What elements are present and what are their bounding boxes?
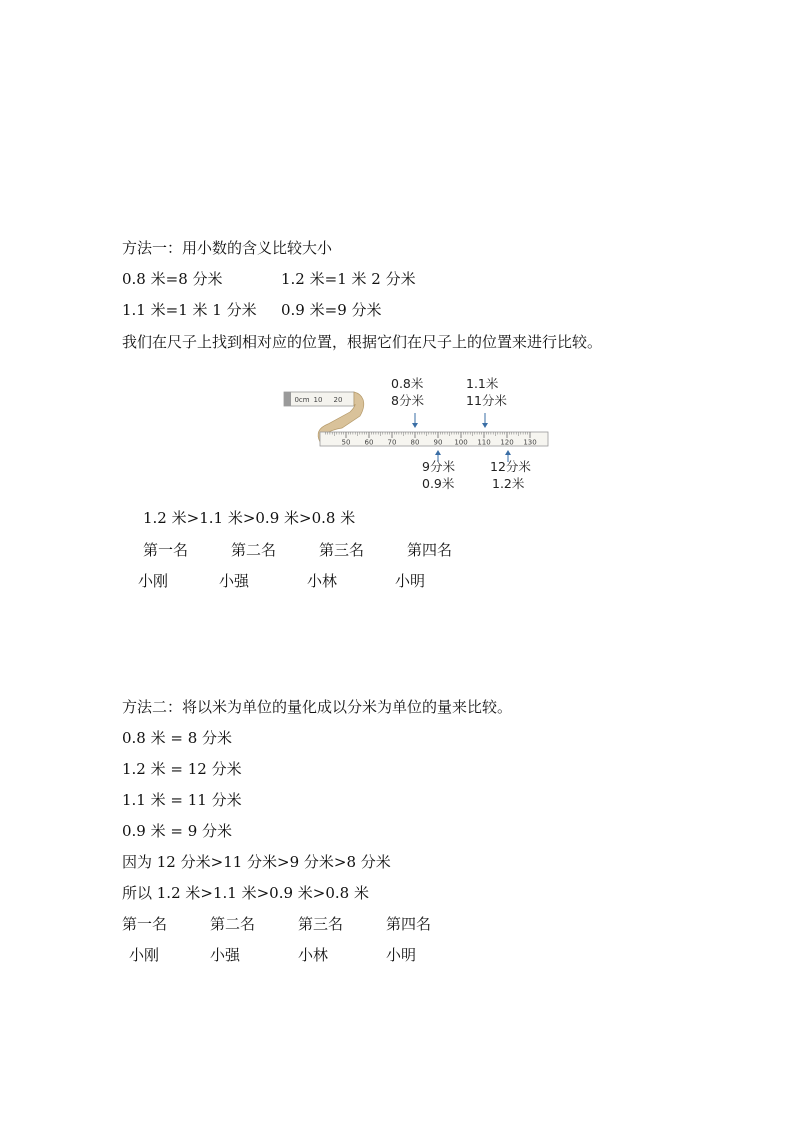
method2-eq-1-1: 1.1 米 = 11 分米 bbox=[122, 791, 242, 809]
tape-tick-label: 50 bbox=[341, 438, 351, 447]
tape-tick-label: 110 bbox=[477, 438, 491, 447]
top-label-11dm: 11分米 bbox=[466, 393, 507, 408]
method2-so: 所以 1.2 米>1.1 米>0.9 米>0.8 米 bbox=[122, 884, 369, 902]
method2-eq-0-9: 0.9 米 = 9 分米 bbox=[122, 822, 233, 840]
method1-compare: 1.2 米>1.1 米>0.9 米>0.8 米 bbox=[143, 509, 356, 527]
method1-rank-3: 第三名 bbox=[319, 541, 365, 559]
bottom-label-9dm: 9分米 bbox=[422, 459, 455, 474]
method1-eq-0-9: 0.9 米=9 分米 bbox=[281, 301, 382, 319]
bottom-label-12dm: 12分米 bbox=[490, 459, 531, 474]
tape-tick-label: 130 bbox=[523, 438, 537, 447]
method1-name-2: 小强 bbox=[219, 572, 250, 590]
method2-title: 方法二：将以米为单位的量化成以分米为单位的量来比较。 bbox=[122, 698, 513, 716]
tape-measure-svg bbox=[280, 372, 560, 497]
tape-tick-label: 120 bbox=[500, 438, 514, 447]
method1-rank-4: 第四名 bbox=[407, 541, 453, 559]
tape-tick-label: 60 bbox=[364, 438, 374, 447]
bottom-label-0-9m: 0.9米 bbox=[422, 476, 455, 491]
arrowhead-up-90 bbox=[435, 450, 441, 455]
tape-tick-label: 90 bbox=[433, 438, 443, 447]
method1-title: 方法一：用小数的含义比较大小 bbox=[122, 239, 333, 257]
method1-eq-1-1: 1.1 米=1 米 1 分米 bbox=[122, 301, 257, 319]
method2-rank-1: 第一名 bbox=[122, 915, 168, 933]
tape-start-tick-label: 0cm bbox=[294, 396, 310, 404]
method1-name-4: 小明 bbox=[395, 572, 426, 590]
method1-name-1: 小刚 bbox=[138, 572, 169, 590]
method2-eq-1-2: 1.2 米 = 12 分米 bbox=[122, 760, 242, 778]
method2-name-4: 小明 bbox=[386, 946, 417, 964]
arrowhead-down-80 bbox=[412, 423, 418, 428]
tape-start-tick-label: 10 bbox=[313, 396, 323, 404]
method2-name-2: 小强 bbox=[210, 946, 241, 964]
tape-tick-label: 70 bbox=[387, 438, 397, 447]
method1-rank-1: 第一名 bbox=[143, 541, 189, 559]
tape-start-ticks bbox=[294, 396, 342, 404]
method2-because: 因为 12 分米>11 分米>9 分米>8 分米 bbox=[122, 853, 391, 871]
method1-eq-0-8: 0.8 米=8 分米 bbox=[122, 270, 223, 288]
method2-rank-3: 第三名 bbox=[298, 915, 344, 933]
tape-end-cap bbox=[284, 392, 291, 406]
arrowhead-down-110 bbox=[482, 423, 488, 428]
tape-tick-label: 100 bbox=[454, 438, 468, 447]
tape-measure-figure bbox=[280, 372, 560, 497]
top-label-0-8m: 0.8米 bbox=[391, 376, 424, 391]
method1-rank-2: 第二名 bbox=[231, 541, 277, 559]
top-label-8dm: 8分米 bbox=[391, 393, 424, 408]
tape-tick-label: 80 bbox=[410, 438, 420, 447]
method1-name-3: 小林 bbox=[307, 572, 338, 590]
method2-eq-0-8: 0.8 米 = 8 分米 bbox=[122, 729, 233, 747]
method1-explain: 我们在尺子上找到相对应的位置，根据它们在尺子上的位置来进行比较。 bbox=[122, 333, 603, 351]
method2-rank-2: 第二名 bbox=[210, 915, 256, 933]
method2-rank-4: 第四名 bbox=[386, 915, 432, 933]
method1-eq-1-2: 1.2 米=1 米 2 分米 bbox=[281, 270, 416, 288]
top-label-1-1m: 1.1米 bbox=[466, 376, 499, 391]
tape-start-tick-label: 20 bbox=[333, 396, 343, 404]
bottom-label-1-2m: 1.2米 bbox=[492, 476, 525, 491]
method2-name-1: 小刚 bbox=[129, 946, 160, 964]
method2-name-3: 小林 bbox=[298, 946, 329, 964]
arrowhead-up-120 bbox=[505, 450, 511, 455]
